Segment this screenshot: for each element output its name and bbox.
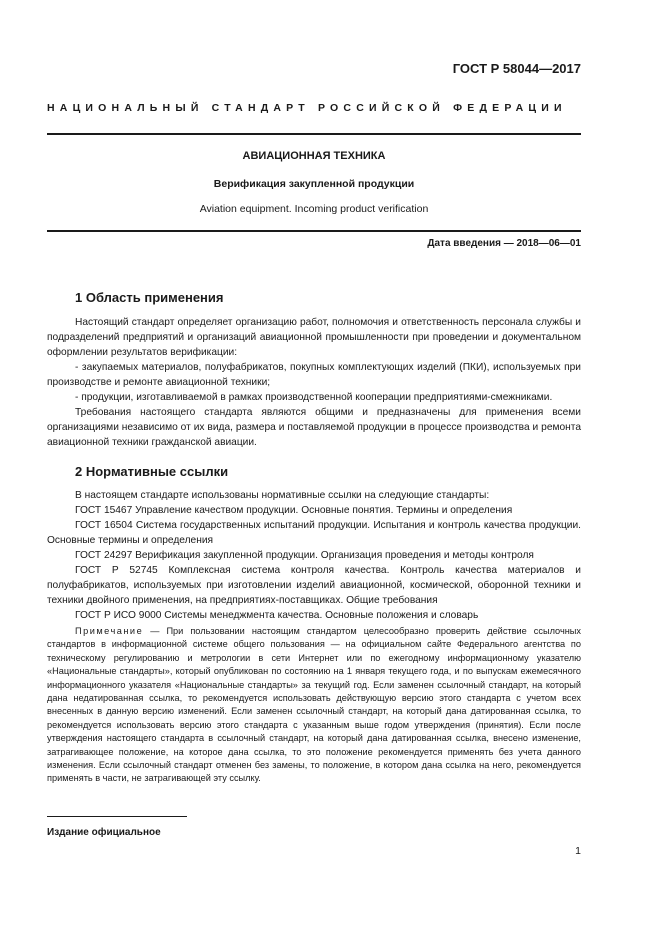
document-body xyxy=(47,290,581,786)
page-number: 1 xyxy=(575,845,581,857)
reference-item: ГОСТ 16504 Система государственных испытаний продукции. Испытания и контроль качества продукции. Основные термины и определения xyxy=(47,520,581,546)
section-2-paragraph: В настоящем стандарте использованы нормативные ссылки на следующие стандарты: xyxy=(75,490,490,501)
national-standard-title: НАЦИОНАЛЬНЫЙ СТАНДАРТ РОССИЙСКОЙ ФЕДЕРАЦИИ xyxy=(47,102,567,114)
introduction-date: Дата введения — 2018—06—01 xyxy=(427,238,581,249)
title-divider xyxy=(47,230,581,232)
standard-title: АВИАЦИОННАЯ ТЕХНИКА xyxy=(242,150,386,162)
document-code: ГОСТ Р 58044—2017 xyxy=(452,61,581,76)
english-title: Aviation equipment. Incoming product verification xyxy=(199,203,429,215)
section-1-heading: 1 Область применения xyxy=(75,290,224,305)
official-edition-label: Издание официальное xyxy=(47,827,161,838)
reference-item: ГОСТ Р 52745 Комплексная система контроля качества. Контроль качества материалов и полуфабрикатов, используемых при изготовлении изделий авиационной, космической, оборонной техники и техники двойного применения, на предприятиях-поставщиках. Общие требования xyxy=(47,565,581,606)
note-text: — При пользовании настоящим стандартом целесообразно проверить действие ссылочных стандартов в информационной системе общего пользования — на официальном сайте Федерального агентства по техническому регулированию и метрологии в сети Интернет или по ежегодному информационному указателю «Национальные стандарты», который опубликован по состоянию на 1 января текущего года, и по выпускам ежемесячного информационного указателя «Национальные стандарты» за текущий год. Если заменен ссылочный стандарт, на который дана недатированная ссылка, то рекомендуется использовать действующую версию этого стандарта с учетом всех внесенных в данную версию изменений. Если заменен ссылочный стандарт, на который дана датированная ссылка, то рекомендуется использовать версию этого стандарта с указанным выше годом утверждения (принятия). Если после утверждения настоящего стандарта в ссылочный стандарт, на который дана датированная ссылка, внесено изменение, затрагивающее положение, на которое дана ссылка, то это положение рекомендуется применять без учета данного изменения. Если ссылочный стандарт отменен без замены, то положение, в котором дана ссылка на него, рекомендуется применять в части, не затрагивающей эту ссылку. xyxy=(47,626,581,784)
note-block xyxy=(47,625,581,786)
footer-divider xyxy=(47,816,187,817)
section-1-list-item: - продукции, изготавливаемой в рамках производственной кооперации предприятиями-смежниками. xyxy=(75,392,553,403)
section-2-heading: 2 Нормативные ссылки xyxy=(75,464,229,479)
header-divider xyxy=(47,133,581,135)
note-label: Примечание xyxy=(75,626,144,636)
reference-item: ГОСТ 24297 Верификация закупленной продукции. Организация проведения и методы контроля xyxy=(75,550,534,561)
section-1-paragraph: Требования настоящего стандарта являются общими и предназначены для применения всеми организациями независимо от их вида, размера и поставляемой продукции в процессе производства и ремонта авиационной техники гражданской авиации. xyxy=(47,407,581,448)
reference-item: ГОСТ 15467 Управление качеством продукции. Основные понятия. Термины и определения xyxy=(75,505,513,516)
section-1-paragraph: Настоящий стандарт определяет организацию работ, полномочия и ответственность персонала службы и подразделений предприятий и организаций авиационной промышленности при проведении и документальном оформлении результатов верификации: xyxy=(47,317,581,358)
standard-subtitle: Верификация закупленной продукции xyxy=(213,178,415,190)
section-1-list-item: - закупаемых материалов, полуфабрикатов, покупных комплектующих изделий (ПКИ), используемых при производстве и ремонте авиационной техники; xyxy=(47,362,581,388)
reference-item: ГОСТ Р ИСО 9000 Системы менеджмента качества. Основные положения и словарь xyxy=(75,610,479,621)
